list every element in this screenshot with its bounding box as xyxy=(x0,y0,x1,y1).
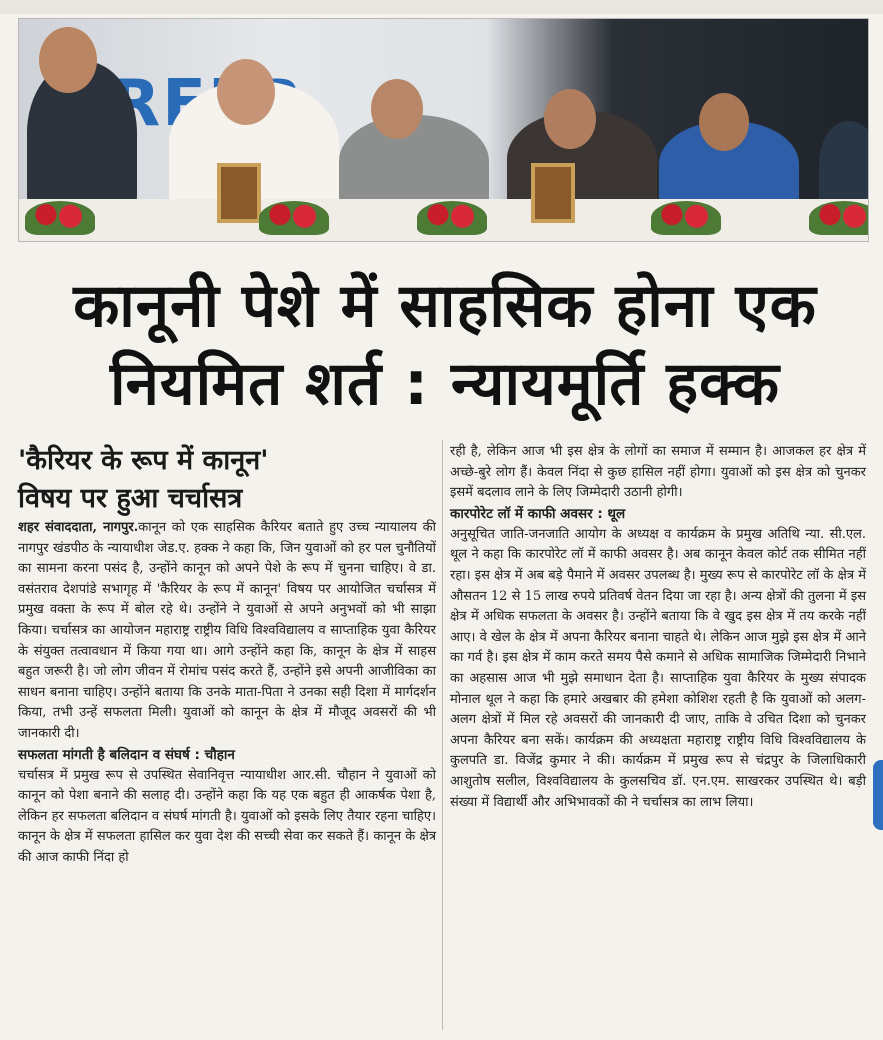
flower-bouquet-5 xyxy=(809,201,869,235)
flower-bouquet-3 xyxy=(417,201,487,235)
plaque-2 xyxy=(531,163,575,223)
headline-line-2: नियमित शर्त : न्यायमूर्ति हक्क xyxy=(110,349,780,419)
column-2-paragraph-2: अनुसूचित जाति-जनजाति आयोग के अध्यक्ष व कार्यक्रम के प्रमुख अतिथि न्या. सी.एल. थूल ने कहा कि कारपोरेट लॉ में काफी अवसर है। अब कानून केवल कोर्ट तक सीमित नहीं रहा। इस क्षेत्र में अब बड़े पैमाने में अवसर उपलब्ध है। मुख्य रूप से कारपोरेट लॉ के क्षेत्र में औसतन 12 से 15 लाख रुपये प्रतिवर्ष वेतन दिया जा रहा है। अन्य क्षेत्रों की तुलना में इस क्षेत्र में अधिक सफलता के अवसर है। उन्होंने बताया कि वे खुद इस क्षेत्र में तय करके नहीं आए। वे खेल के क्षेत्र में अपना कैरियर बनाना चाहते थे। लेकिन आज मुझे इस क्षेत्र में आने का गर्व है। इस क्षेत्र में काम करते समय पैसे कमाने से अधिक सामाजिक जिम्मेदारी निभाने का अहसास आज भी मुझे समाधान देता है। साप्ताहिक युवा कैरियर के मुख्य संपादक मोनाल थूल ने कहा कि हमारे अखबार की हमेशा कोशिश रहती है कि युवाओं को अलग-अलग क्षेत्रों में मिल रहे अवसरों की जानकारी दी जाए, ताकि वे उचित दिशा को चुनकर अपना कैरियर बना सकें। कार्यक्रम की अध्यक्षता महाराष्ट्र राष्ट्रीय विधि विश्वविद्यालय के कुलपति डा. विजेंद्र कुमार ने की। कार्यक्रम में प्रमुख रूप से चंद्रपुर के जिलाधिकारी आशुतोष सलील, विश्वविद्यालय के कुलसचिव डॉ. एन.एम. साखरकर उपस्थित थे। बड़ी संख्या में विद्यार्थी और अभिभावकों की ने चर्चासत्र का लाभ लिया। xyxy=(450,526,866,810)
news-photo xyxy=(18,18,869,242)
column-1-paragraph-2: चर्चासत्र में प्रमुख रूप से उपस्थित सेवानिवृत्त न्यायाधीश आर.सी. चौहान ने युवाओं को कानून को पेशा बनाने की सलाह दी। उन्होंने कहा कि यह एक बहुत ही आकर्षक पेशा है, लेकिन हर सफलता बलिदान व संघर्ष मांगती है। युवाओं को इसके लिए तैयार रहना चाहिए। कानून के क्षेत्र में सफलता हासिल कर युवा देश की सच्ची सेवा कर सकते हैं। कानून के क्षेत्र की आज काफी निंदा हो xyxy=(18,767,436,865)
page-edge-marker xyxy=(873,760,883,830)
person-2-head xyxy=(217,59,275,125)
byline: शहर संवाददाता, नागपुर. xyxy=(18,520,139,535)
column-1-subhead: सफलता मांगती है बलिदान व संघर्ष : चौहान xyxy=(18,746,235,763)
article-column-1 xyxy=(18,518,436,869)
article-column-2 xyxy=(450,442,866,813)
person-3-head xyxy=(371,79,423,139)
plaque-1 xyxy=(217,163,261,223)
column-1-text-1: कानून को एक साहसिक कैरियर बताते हुए उच्च न्यायालय की नागपुर खंडपीठ के न्यायाधीश जेड.ए. हक्क ने कहा कि, जिन युवाओं को हर पल चुनौतियों का सामना करना पसंद है, उन्होंने कानून को अपने पेशे के रूप में चुनना चाहिए। वे डा. वसंतराव देशपांडे सभागृह में 'कैरियर के रूप में कानून' विषय पर आयोजित चर्चासत्र में प्रमुख वक्ता के रूप में बोल रहे थे। उन्होंने ने युवाओं से अपने अनुभवों को भी साझा किया। चर्चासत्र का आयोजन महाराष्ट्र राष्ट्रीय विधि विश्वविद्यालय व साप्ताहिक युवा कैरियर के संयुक्त तत्वावधान में किया गया था। आगे उन्होंने कहा कि, कानून के क्षेत्र में साहस बहुत जरूरी है। जो लोग जीवन में रोमांच पसंद करते हैं, उन्होंने इसे अपनी आजीविका का साधन बनाना चाहिए। उन्होंने बताया कि उनके माता-पिता ने उनका सही दिशा में मार्गदर्शन किया, तभी उन्हें सफलता मिली। युवाओं को कानून के क्षेत्र में मौजूद अवसरों की भी जानकारी दी। xyxy=(18,520,436,741)
subheadline-line-2: विषय पर हुआ चर्चासत्र xyxy=(18,483,243,514)
column-divider xyxy=(442,440,443,1030)
person-4-head xyxy=(544,89,596,149)
column-2-paragraph-1: रही है, लेकिन आज भी इस क्षेत्र के लोगों का समाज में सम्मान है। आजकल हर क्षेत्र में अच्छे-बुरे लोग हैं। केवल निंदा से कुछ हासिल नहीं होगा। युवाओं को इस क्षेत्र को चुनकर इसमें बदलाव लाने के लिए जिम्मेदारी उठानी होगी। xyxy=(450,444,866,501)
flower-bouquet-2 xyxy=(259,201,329,235)
subheadline-line-1: 'कैरियर के रूप में कानून' xyxy=(18,445,269,476)
person-5-head xyxy=(699,93,749,151)
headline-line-1: कानूनी पेशे में साहसिक होना एक xyxy=(73,271,817,341)
person-6 xyxy=(819,121,869,211)
flower-bouquet-1 xyxy=(25,201,95,235)
column-1-paragraph-1 xyxy=(18,518,436,745)
column-2-subhead: कारपोरेट लॉ में काफी अवसर : थूल xyxy=(450,505,626,522)
person-1-head xyxy=(39,27,97,93)
flower-bouquet-4 xyxy=(651,201,721,235)
top-strip xyxy=(0,0,883,14)
